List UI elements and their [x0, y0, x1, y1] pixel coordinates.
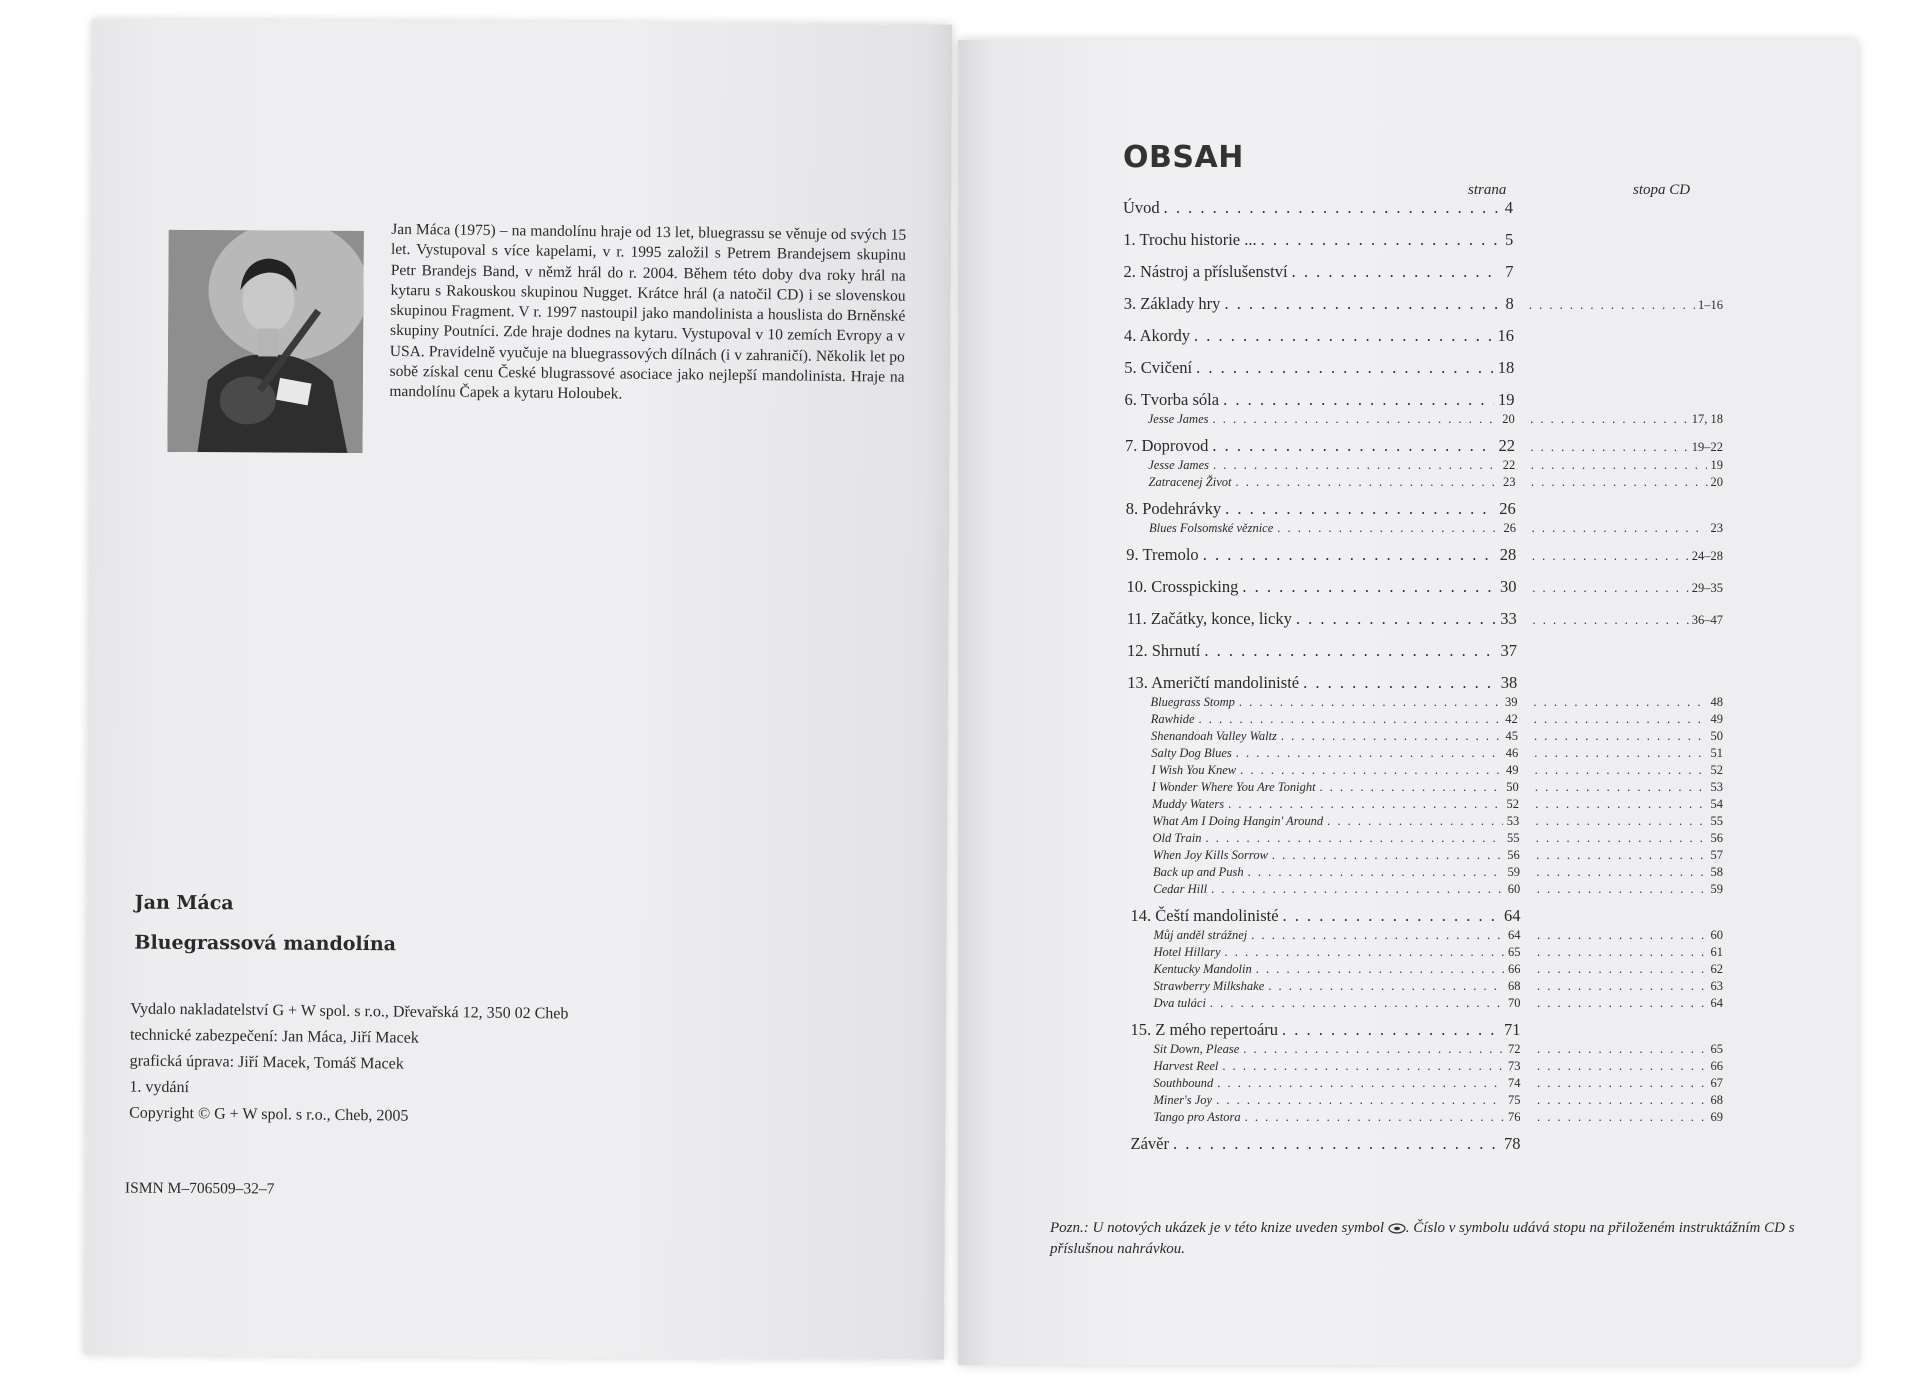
- toc-entry-label: Shenandoah Valley Waltz: [1151, 729, 1277, 743]
- toc-entry: [1125, 390, 1515, 410]
- dot-leader: [1530, 440, 1688, 455]
- dot-leader: [1327, 814, 1503, 829]
- dot-leader: [1194, 326, 1494, 346]
- toc-entry-label: Miner's Joy: [1153, 1093, 1213, 1107]
- toc-entry: [1153, 865, 1520, 880]
- dot-leader: [1203, 545, 1496, 565]
- toc-title: OBSAH: [1123, 140, 1244, 175]
- toc-entry-track: [1537, 979, 1723, 994]
- toc-entry-page: 53: [1506, 814, 1520, 828]
- toc-entry-label: Old Train: [1152, 831, 1202, 845]
- toc-entry-label: 6. Tvorba sóla: [1124, 390, 1220, 409]
- toc-entry-label: 4. Akordy: [1124, 326, 1190, 345]
- toc-entry-track: [1530, 412, 1723, 427]
- track-number: 69: [1710, 1110, 1723, 1124]
- track-number: 56: [1710, 831, 1723, 845]
- toc-entry: [1153, 831, 1520, 846]
- dot-leader: [1199, 712, 1502, 727]
- toc-entry-track: [1534, 712, 1723, 727]
- track-number: 66: [1710, 1059, 1723, 1073]
- toc-entry-label: What Am I Doing Hangin' Around: [1152, 814, 1324, 828]
- toc-entry: [1152, 797, 1519, 812]
- toc-entry-page: 19: [1498, 390, 1515, 409]
- toc-entry-page: 75: [1508, 1093, 1521, 1107]
- author-bio: Jan Máca (1975) – na mandolínu hraje od 13 let, bluegrassu se věnuje od svých 15 let. Vystupoval s více kapelami, v r. 1995 založil s Petrem Brandejsem skupinu Petr Brandejs Band, v němž hrál do r. 2004. Během této doby dva roky hrál na kytaru s Rakouskou skupinou Nugget. Krátce hrál (a natočil CD) i se slovenskou skupinou Fragment. V r. 1997 nastoupil jako mandolinista a houslista do Brněnské skupiny Poutníci. Zde hraje dodnes na kytaru. Vystupoval v 10 zemích Evropy a v USA. Pravidelně vyučuje na bluegrassových dílnách (i v zahraničí). Několik let po sobě získal cenu České blugrassové asociace jako nejlepší mandolinista. Hraje na mandolínu Čapek a kytaru Holoubek.: [389, 220, 907, 403]
- toc-entry-track: [1534, 746, 1723, 761]
- toc-entry: [1154, 945, 1521, 960]
- toc-entry-page: 26: [1499, 499, 1516, 518]
- dot-leader: [1537, 928, 1708, 943]
- toc-entry-label: Strawberry Milkshake: [1153, 979, 1265, 993]
- track-number: 1–16: [1697, 298, 1723, 312]
- dot-leader: [1534, 746, 1707, 761]
- toc-entry: [1151, 729, 1518, 744]
- dot-leader: [1531, 458, 1708, 473]
- toc-entry-track: [1537, 962, 1723, 977]
- toc-entry-label: Můj anděl strážnej: [1153, 928, 1248, 942]
- dot-leader: [1224, 294, 1501, 314]
- toc-entry-track: [1533, 695, 1723, 710]
- toc-entry-page: 65: [1508, 945, 1521, 959]
- toc-entry-label: 7. Doprovod: [1125, 436, 1209, 455]
- column-header-page: strana: [1468, 182, 1507, 198]
- toc-entry-track: [1531, 458, 1723, 473]
- dot-leader: [1217, 1076, 1504, 1091]
- toc-entry: [1125, 436, 1515, 456]
- toc-entry-page: 42: [1505, 712, 1518, 726]
- toc-entry-label: Úvod: [1123, 198, 1160, 217]
- dot-leader: [1268, 979, 1504, 994]
- toc-entry-page: 46: [1505, 746, 1519, 760]
- toc-entry-page: 59: [1507, 865, 1520, 879]
- toc-entry-track: [1537, 1076, 1723, 1091]
- toc-entry-page: 30: [1500, 577, 1517, 596]
- dot-leader: [1248, 865, 1504, 880]
- dot-leader: [1281, 729, 1502, 744]
- dot-leader: [1239, 695, 1501, 710]
- track-number: 36–47: [1691, 613, 1723, 627]
- toc-entry-track: [1537, 945, 1723, 960]
- toc-entry: [1127, 673, 1517, 693]
- book-title: Bluegrassová mandolína: [134, 931, 397, 956]
- toc-entry-page: 74: [1508, 1076, 1521, 1090]
- dot-leader: [1283, 906, 1500, 926]
- toc-entry-label: Southbound: [1153, 1076, 1214, 1090]
- toc-entry: [1124, 294, 1514, 314]
- toc-entry-label: Jesse James: [1148, 458, 1209, 472]
- toc-entry-page: 76: [1508, 1110, 1521, 1124]
- dot-leader: [1164, 198, 1501, 218]
- toc-entry-label: 11. Začátky, konce, licky: [1126, 609, 1292, 628]
- dot-leader: [1535, 780, 1708, 795]
- table-of-contents: [958, 40, 1858, 1365]
- dot-leader: [1216, 1093, 1504, 1108]
- dot-leader: [1225, 499, 1495, 519]
- toc-entry: [1153, 882, 1520, 897]
- toc-entry-page: 60: [1507, 882, 1521, 896]
- dot-leader: [1211, 882, 1504, 897]
- toc-entry-label: Rawhide: [1150, 712, 1195, 726]
- track-number: 60: [1710, 928, 1723, 942]
- toc-entry: [1126, 499, 1516, 519]
- cd-track-symbol-icon: [1388, 1223, 1406, 1234]
- track-number: 67: [1710, 1076, 1723, 1090]
- dot-leader: [1242, 577, 1496, 597]
- imprint-line: grafická úprava: Jiří Macek, Tomáš Macek: [129, 1052, 404, 1073]
- toc-entry: [1123, 230, 1513, 250]
- toc-entry: [1148, 458, 1515, 473]
- toc-entry-track: [1532, 521, 1723, 536]
- toc-entry-track: [1536, 865, 1723, 880]
- toc-entry-page: 20: [1502, 412, 1515, 426]
- toc-entry-page: 66: [1508, 962, 1521, 976]
- track-number: 51: [1710, 746, 1723, 760]
- toc-entry: [1154, 928, 1521, 943]
- toc-entry-label: Hotel Hillary: [1153, 945, 1221, 959]
- toc-entry-track: [1535, 797, 1723, 812]
- toc-entry-page: 73: [1508, 1059, 1521, 1073]
- dot-leader: [1196, 358, 1494, 378]
- toc-entry-label: 14. Čeští mandolinisté: [1130, 906, 1279, 925]
- dot-leader: [1530, 412, 1689, 427]
- toc-entry-label: I Wish You Knew: [1151, 763, 1237, 777]
- toc-entry-page: 22: [1502, 458, 1516, 472]
- right-page: [958, 40, 1858, 1365]
- toc-entry-label: Zatracenej Život: [1148, 475, 1232, 489]
- toc-entry-track: [1536, 831, 1723, 846]
- track-number: 29–35: [1691, 581, 1723, 595]
- toc-entry-label: Muddy Waters: [1152, 797, 1225, 811]
- dot-leader: [1537, 1110, 1708, 1125]
- dot-leader: [1212, 436, 1494, 456]
- dot-leader: [1534, 729, 1708, 744]
- author-portrait-image: [167, 230, 363, 453]
- track-number: 54: [1710, 797, 1723, 811]
- toc-entry-page: 68: [1508, 979, 1521, 993]
- toc-entry-page: 23: [1503, 475, 1516, 489]
- toc-entry-label: 9. Tremolo: [1126, 545, 1199, 564]
- dot-leader: [1532, 581, 1689, 596]
- toc-entry-track: [1532, 549, 1723, 564]
- toc-entry-label: 15. Z mého repertoáru: [1130, 1020, 1279, 1039]
- dot-leader: [1529, 298, 1695, 313]
- toc-entry: [1126, 545, 1516, 565]
- toc-entry-page: 71: [1504, 1020, 1521, 1039]
- toc-entry-label: When Joy Kills Sorrow: [1152, 848, 1268, 862]
- toc-entry-page: 7: [1505, 262, 1514, 281]
- track-number: 55: [1710, 814, 1723, 828]
- toc-entry: [1123, 198, 1513, 218]
- track-number: 19–22: [1691, 440, 1723, 454]
- track-number: 61: [1710, 945, 1723, 959]
- imprint-line: Copyright © G + W spol. s r.o., Cheb, 2005: [129, 1104, 409, 1125]
- dot-leader: [1536, 848, 1707, 863]
- dot-leader: [1173, 1134, 1500, 1154]
- toc-entry-label: I Wonder Where You Are Tonight: [1151, 780, 1316, 794]
- toc-entry-track: [1537, 1042, 1723, 1057]
- toc-entry-label: Závěr: [1130, 1134, 1169, 1153]
- toc-entry: [1148, 412, 1515, 427]
- toc-entry-label: 12. Shrnutí: [1127, 641, 1201, 660]
- toc-entry: [1149, 521, 1516, 536]
- toc-entry-track: [1537, 1059, 1723, 1074]
- toc-entry-label: Dva tuláci: [1153, 996, 1206, 1010]
- toc-entry-track: [1537, 996, 1723, 1011]
- track-number: 64: [1710, 996, 1723, 1010]
- left-page: [84, 19, 952, 1359]
- dot-leader: [1535, 797, 1707, 812]
- toc-entry: [1131, 1020, 1521, 1040]
- toc-entry-label: 8. Podehrávky: [1125, 499, 1222, 518]
- dot-leader: [1228, 797, 1502, 812]
- toc-entry: [1131, 906, 1521, 926]
- dot-leader: [1533, 695, 1707, 710]
- dot-leader: [1245, 1110, 1504, 1125]
- toc-entry-page: 33: [1500, 609, 1517, 628]
- track-number: 52: [1710, 763, 1723, 777]
- track-number: 65: [1710, 1042, 1723, 1056]
- dot-leader: [1533, 613, 1689, 628]
- toc-entry: [1149, 475, 1516, 490]
- toc-entry: [1124, 262, 1514, 282]
- toc-entry: [1131, 1134, 1521, 1154]
- dot-leader: [1537, 962, 1708, 977]
- dot-leader: [1320, 780, 1503, 795]
- toc-entry: [1154, 1059, 1521, 1074]
- toc-entry-label: Kentucky Mandolin: [1153, 962, 1252, 976]
- toc-entry-label: Jesse James: [1147, 412, 1209, 426]
- toc-entry-track: [1531, 475, 1723, 490]
- toc-entry: [1154, 1042, 1521, 1057]
- toc-entry-page: 22: [1498, 436, 1515, 455]
- dot-leader: [1537, 882, 1708, 897]
- track-number: 59: [1710, 882, 1723, 896]
- dot-leader: [1296, 609, 1496, 629]
- toc-entry-track: [1532, 581, 1723, 596]
- author-photo: [167, 230, 363, 453]
- book-author: Jan Máca: [134, 891, 234, 915]
- toc-entry-page: 18: [1497, 358, 1515, 377]
- toc-entry-track: [1530, 440, 1723, 455]
- track-number: 23: [1710, 521, 1723, 535]
- dot-leader: [1251, 928, 1504, 943]
- dot-leader: [1204, 641, 1496, 661]
- toc-entry: [1152, 814, 1519, 829]
- toc-entry-page: 39: [1505, 695, 1518, 709]
- toc-entry: [1124, 358, 1514, 378]
- dot-leader: [1222, 1059, 1504, 1074]
- toc-entry-label: 2. Nástroj a příslušenství: [1123, 262, 1288, 281]
- toc-entry: [1154, 979, 1521, 994]
- imprint: [129, 996, 569, 1131]
- toc-entry-label: 1. Trochu historie ...: [1123, 230, 1257, 249]
- track-number: 17, 18: [1691, 412, 1723, 426]
- toc-entry: [1127, 641, 1517, 661]
- toc-entry: [1124, 326, 1514, 346]
- toc-entry: [1154, 1093, 1521, 1108]
- toc-entry-page: 50: [1506, 780, 1519, 794]
- toc-entry-label: Harvest Reel: [1153, 1059, 1219, 1073]
- toc-entry-track: [1536, 848, 1723, 863]
- toc-entry-page: 26: [1503, 521, 1516, 535]
- toc-entry: [1152, 763, 1519, 778]
- toc-entry-page: 8: [1505, 294, 1514, 313]
- toc-entry-page: 64: [1504, 906, 1521, 925]
- track-number: 62: [1710, 962, 1723, 976]
- dot-leader: [1261, 230, 1501, 250]
- dot-leader: [1272, 848, 1503, 863]
- toc-entry-label: 5. Cvičení: [1124, 358, 1193, 377]
- dot-leader: [1236, 746, 1502, 761]
- dot-leader: [1225, 945, 1504, 960]
- dot-leader: [1213, 412, 1499, 427]
- toc-entry-track: [1536, 814, 1724, 829]
- toc-entry-page: 37: [1500, 641, 1517, 660]
- dot-leader: [1534, 712, 1708, 727]
- toc-entry: [1154, 962, 1521, 977]
- footnote: [1050, 1218, 1820, 1260]
- toc-entry-label: Sit Down, Please: [1153, 1042, 1240, 1056]
- dot-leader: [1240, 763, 1502, 778]
- dot-leader: [1536, 865, 1707, 880]
- dot-leader: [1537, 1076, 1708, 1091]
- footnote-text-end: . Číslo v symbolu udává stopu na přiloženém instruktážním CD s příslušnou nahrávkou.: [1050, 1220, 1795, 1257]
- toc-entry: [1152, 780, 1519, 795]
- toc-entry-page: 52: [1506, 797, 1519, 811]
- toc-entry-page: 72: [1508, 1042, 1521, 1056]
- dot-leader: [1210, 996, 1504, 1011]
- toc-entry: [1154, 1076, 1521, 1091]
- toc-entry-label: Blues Folsomské věznice: [1149, 521, 1274, 535]
- toc-entry-page: 5: [1505, 230, 1514, 249]
- dot-leader: [1205, 831, 1503, 846]
- toc-entry: [1127, 609, 1517, 629]
- track-number: 68: [1710, 1093, 1723, 1107]
- toc-entry: [1151, 695, 1518, 710]
- toc-entry-track: [1537, 882, 1723, 897]
- toc-entry-label: Bluegrass Stomp: [1150, 695, 1235, 709]
- track-number: 50: [1710, 729, 1723, 743]
- toc-entry-page: 56: [1507, 848, 1520, 862]
- toc-entry-track: [1537, 1110, 1723, 1125]
- dot-leader: [1537, 1059, 1708, 1074]
- toc-entry-page: 70: [1508, 996, 1521, 1010]
- toc-entry-page: 45: [1505, 729, 1518, 743]
- dot-leader: [1532, 549, 1689, 564]
- toc-entry-track: [1533, 613, 1724, 628]
- toc-entry-label: Back up and Push: [1153, 865, 1244, 879]
- toc-entry-label: Salty Dog Blues: [1151, 746, 1232, 760]
- track-number: 20: [1710, 475, 1723, 489]
- dot-leader: [1537, 945, 1708, 960]
- dot-leader: [1213, 458, 1499, 473]
- toc-entry-page: 64: [1508, 928, 1521, 942]
- dot-leader: [1235, 475, 1499, 490]
- toc-entry-page: 55: [1507, 831, 1520, 845]
- toc-entry-track: [1537, 1093, 1723, 1108]
- imprint-line: 1. vydání: [129, 1078, 190, 1097]
- toc-entry: [1153, 848, 1520, 863]
- track-number: 58: [1710, 865, 1723, 879]
- dot-leader: [1531, 475, 1708, 490]
- dot-leader: [1537, 1093, 1708, 1108]
- toc-entry-label: 3. Základy hry: [1123, 294, 1221, 313]
- track-number: 57: [1710, 848, 1723, 862]
- track-number: 48: [1710, 695, 1723, 709]
- toc-entry-track: [1534, 729, 1723, 744]
- toc-entry-page: 16: [1497, 326, 1514, 345]
- toc-entry-track: [1535, 763, 1723, 778]
- toc-entry-page: 78: [1504, 1134, 1521, 1153]
- footnote-text-start: Pozn.: U notových ukázek je v této knize uveden symbol: [1050, 1220, 1385, 1236]
- dot-leader: [1537, 996, 1708, 1011]
- dot-leader: [1243, 1042, 1504, 1057]
- dot-leader: [1537, 979, 1708, 994]
- toc-entry-page: 38: [1500, 673, 1518, 692]
- dot-leader: [1256, 962, 1504, 977]
- toc-entry-track: [1535, 780, 1723, 795]
- toc-entry-page: 4: [1504, 198, 1513, 217]
- dot-leader: [1303, 673, 1497, 693]
- track-number: 63: [1710, 979, 1723, 993]
- imprint-line: technické zabezpečení: Jan Máca, Jiří Macek: [129, 1026, 419, 1047]
- toc-entry-track: [1529, 298, 1723, 313]
- dot-leader: [1535, 763, 1708, 778]
- dot-leader: [1282, 1020, 1500, 1040]
- toc-entry-track: [1537, 928, 1723, 943]
- track-number: 49: [1710, 712, 1723, 726]
- toc-entry-label: 10. Crosspicking: [1126, 577, 1239, 596]
- dot-leader: [1277, 521, 1499, 536]
- track-number: 19: [1710, 458, 1723, 472]
- toc-entry-label: 13. Američtí mandolinisté: [1127, 673, 1300, 692]
- toc-entry: [1154, 996, 1521, 1011]
- isbn: ISMN M–706509–32–7: [124, 1179, 275, 1198]
- dot-leader: [1536, 831, 1708, 846]
- dot-leader: [1292, 262, 1502, 282]
- column-header-track: stopa CD: [1633, 182, 1691, 198]
- dot-leader: [1223, 390, 1494, 410]
- toc-entry-page: 49: [1506, 763, 1519, 777]
- track-number: 24–28: [1691, 549, 1723, 563]
- toc-entry: [1127, 577, 1517, 597]
- dot-leader: [1532, 521, 1708, 536]
- track-number: 53: [1710, 780, 1723, 794]
- toc-entry-label: Cedar Hill: [1153, 882, 1208, 896]
- toc-entry-label: Tango pro Astora: [1153, 1110, 1241, 1124]
- toc-entry-page: 28: [1499, 545, 1517, 564]
- toc-entry: [1154, 1110, 1521, 1125]
- dot-leader: [1536, 814, 1708, 829]
- dot-leader: [1537, 1042, 1708, 1057]
- toc-entry: [1151, 746, 1518, 761]
- imprint-line: Vydalo nakladatelství G + W spol. s r.o., Dřevařská 12, 350 02 Cheb: [130, 1000, 569, 1023]
- toc-entry: [1151, 712, 1518, 727]
